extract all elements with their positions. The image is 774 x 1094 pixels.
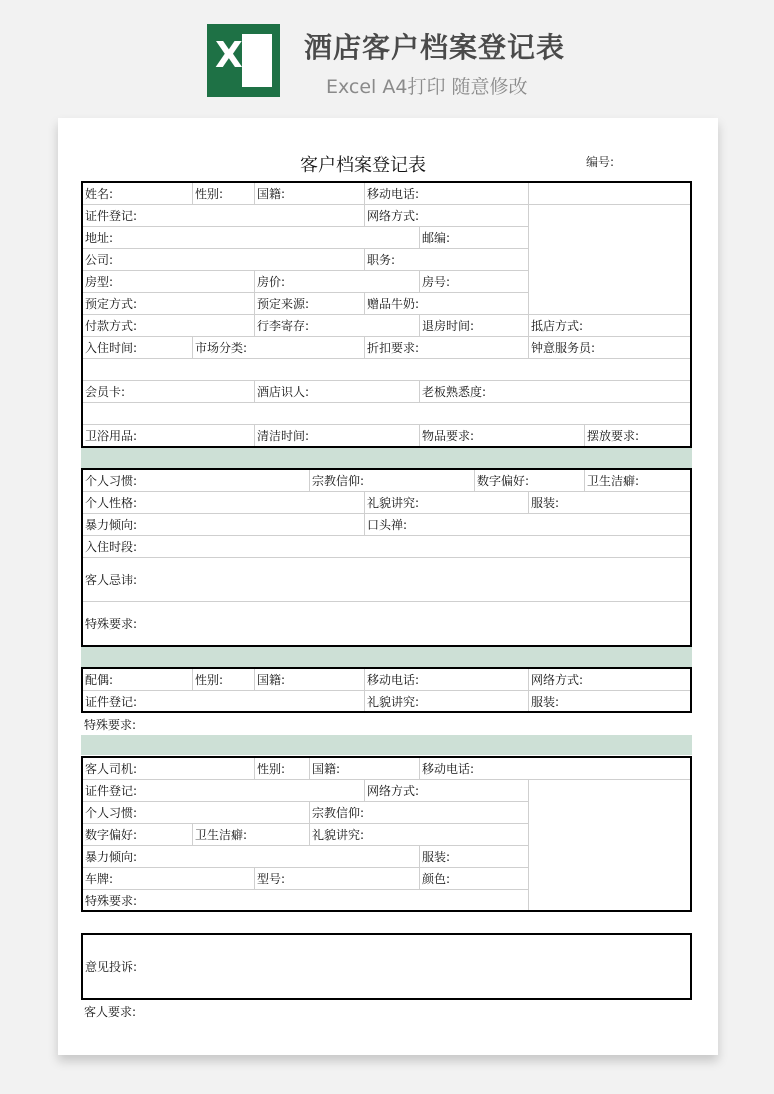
- field-mobile[interactable]: 移动电话:: [364, 183, 528, 204]
- serial-number-label: 编号:: [586, 155, 615, 169]
- field-item-requirements[interactable]: 物品要求:: [419, 425, 584, 446]
- field-driver-nationality[interactable]: 国籍:: [309, 758, 419, 779]
- table-row: [83, 669, 690, 691]
- field-taboos[interactable]: 客人忌讳:: [85, 573, 138, 587]
- field-hotel-acquaintance[interactable]: 酒店识人:: [254, 381, 419, 402]
- field-violence-tendency[interactable]: 暴力倾向:: [85, 518, 138, 532]
- field-nationality[interactable]: 国籍:: [254, 183, 364, 204]
- table-row: [83, 425, 690, 446]
- table-row: [83, 558, 690, 602]
- table-row: [83, 758, 690, 780]
- table-row: [83, 249, 528, 271]
- field-driver-network[interactable]: 网络方式:: [364, 780, 528, 801]
- field-market-category[interactable]: 市场分类:: [192, 337, 364, 358]
- field-company[interactable]: 公司:: [85, 253, 114, 267]
- field-complaints[interactable]: 意见投诉:: [85, 960, 138, 974]
- field-booking-method[interactable]: 预定方式:: [85, 297, 138, 311]
- field-spouse-clothing[interactable]: 服装:: [528, 691, 690, 711]
- field-catchphrase[interactable]: 口头禅:: [364, 514, 690, 535]
- section-driver: [81, 756, 692, 912]
- driver-photo-area: [528, 780, 529, 910]
- table-row: [83, 691, 690, 711]
- separator-band: [81, 448, 692, 468]
- table-row: [83, 514, 690, 536]
- table-row: [83, 890, 528, 910]
- field-driver-cleanliness[interactable]: 卫生洁癖:: [192, 824, 309, 845]
- table-row: [83, 183, 690, 205]
- field-car-color[interactable]: 颜色:: [419, 868, 528, 889]
- field-driver-clothing[interactable]: 服装:: [419, 846, 528, 867]
- table-row: [83, 315, 690, 337]
- table-row: [83, 337, 690, 359]
- field-driver-etiquette[interactable]: 礼貌讲究:: [309, 824, 528, 845]
- field-payment-method[interactable]: 付款方式:: [85, 319, 138, 333]
- field-habits[interactable]: 个人习惯:: [85, 474, 138, 488]
- field-placement-requirements[interactable]: 摆放要求:: [584, 425, 690, 446]
- field-toiletries[interactable]: 卫浴用品:: [85, 429, 138, 443]
- field-spouse-nationality[interactable]: 国籍:: [254, 669, 364, 690]
- field-luggage[interactable]: 行李寄存:: [254, 315, 419, 336]
- field-postcode[interactable]: 邮编:: [419, 227, 528, 248]
- table-row: [83, 293, 690, 315]
- field-name[interactable]: 姓名:: [85, 187, 114, 201]
- separator-band: [81, 735, 692, 755]
- field-number-preference[interactable]: 数字偏好:: [474, 470, 584, 491]
- table-row-blank: [83, 403, 690, 425]
- field-address[interactable]: 地址:: [85, 231, 114, 245]
- field-driver-id[interactable]: 证件登记:: [85, 784, 138, 798]
- form-title: 客户档案登记表: [300, 155, 426, 176]
- field-boss-familiarity[interactable]: 老板熟悉度:: [419, 381, 690, 402]
- field-stay-period[interactable]: 入住时段:: [85, 540, 138, 554]
- field-special-requests[interactable]: 特殊要求:: [85, 617, 138, 631]
- table-row: [83, 846, 528, 868]
- field-driver-habits[interactable]: 个人习惯:: [85, 806, 138, 820]
- field-religion[interactable]: 宗教信仰:: [309, 470, 474, 491]
- field-spouse-special-requests[interactable]: 特殊要求:: [84, 718, 137, 732]
- section-preferences: [81, 468, 692, 647]
- spreadsheet-grid-icon: [242, 34, 272, 87]
- section-spouse: [81, 667, 692, 713]
- field-network[interactable]: 网络方式:: [364, 205, 528, 226]
- table-row: [83, 381, 690, 403]
- field-favorite-staff[interactable]: 钟意服务员:: [528, 337, 690, 358]
- field-etiquette[interactable]: 礼貌讲究:: [364, 492, 528, 513]
- table-row: [83, 470, 690, 492]
- table-row: [83, 536, 690, 558]
- table-row: [83, 492, 690, 514]
- table-row: [83, 205, 528, 227]
- table-row: [83, 271, 528, 293]
- field-arrival-method[interactable]: 抵店方式:: [528, 315, 690, 336]
- field-spouse-mobile[interactable]: 移动电话:: [364, 669, 528, 690]
- field-gender[interactable]: 性别:: [192, 183, 254, 204]
- field-room-price[interactable]: 房价:: [254, 271, 419, 292]
- table-row: [83, 824, 528, 846]
- table-row: [83, 780, 528, 802]
- banner-subtitle: Excel A4打印 随意修改: [326, 76, 528, 98]
- field-driver-number-preference[interactable]: 数字偏好:: [85, 828, 138, 842]
- field-room-number[interactable]: 房号:: [419, 271, 528, 292]
- field-spouse-etiquette[interactable]: 礼貌讲究:: [364, 691, 528, 711]
- field-cleaning-time[interactable]: 清洁时间:: [254, 425, 419, 446]
- excel-letter: X: [215, 35, 243, 76]
- field-position[interactable]: 职务:: [364, 249, 528, 270]
- field-id-registration[interactable]: 证件登记:: [85, 209, 138, 223]
- table-row: [83, 602, 690, 645]
- field-checkout-time[interactable]: 退房时间:: [419, 315, 528, 336]
- field-driver-special-requests[interactable]: 特殊要求:: [85, 893, 138, 908]
- field-driver-gender[interactable]: 性别:: [254, 758, 309, 779]
- field-plate-number[interactable]: 车牌:: [85, 872, 114, 886]
- table-row: [83, 227, 528, 249]
- field-spouse-gender[interactable]: 性别:: [192, 669, 254, 690]
- field-spouse[interactable]: 配偶:: [85, 673, 114, 687]
- field-spouse-network[interactable]: 网络方式:: [528, 669, 690, 690]
- field-driver-mobile[interactable]: 移动电话:: [419, 758, 690, 779]
- field-guest-requirements[interactable]: 客人要求:: [84, 1005, 137, 1019]
- field-discount[interactable]: 折扣要求:: [364, 337, 528, 358]
- field-member-card[interactable]: 会员卡:: [85, 385, 126, 399]
- field-cleanliness[interactable]: 卫生洁癖:: [584, 470, 690, 491]
- field-checkin-time[interactable]: 入住时间:: [85, 341, 138, 355]
- table-row-blank: [83, 359, 690, 381]
- field-personality[interactable]: 个人性格:: [85, 496, 138, 510]
- field-booking-source[interactable]: 预定来源:: [254, 293, 364, 314]
- table-row: [83, 868, 528, 890]
- field-driver-violence[interactable]: 暴力倾向:: [85, 850, 138, 864]
- field-car-model[interactable]: 型号:: [254, 868, 419, 889]
- separator-band: [81, 647, 692, 667]
- section-complaints: [81, 933, 692, 1000]
- banner-title: 酒店客户档案登记表: [304, 31, 566, 64]
- banner: [0, 0, 774, 118]
- field-room-type[interactable]: 房型:: [85, 275, 114, 289]
- field-clothing[interactable]: 服装:: [528, 492, 690, 513]
- field-spouse-id[interactable]: 证件登记:: [85, 694, 138, 709]
- excel-icon: [207, 24, 280, 97]
- section-basic-info: [81, 181, 692, 448]
- field-gift-milk[interactable]: 赠品牛奶:: [364, 293, 528, 314]
- field-driver[interactable]: 客人司机:: [85, 762, 138, 776]
- field-driver-religion[interactable]: 宗教信仰:: [309, 802, 528, 823]
- table-row: [83, 802, 528, 824]
